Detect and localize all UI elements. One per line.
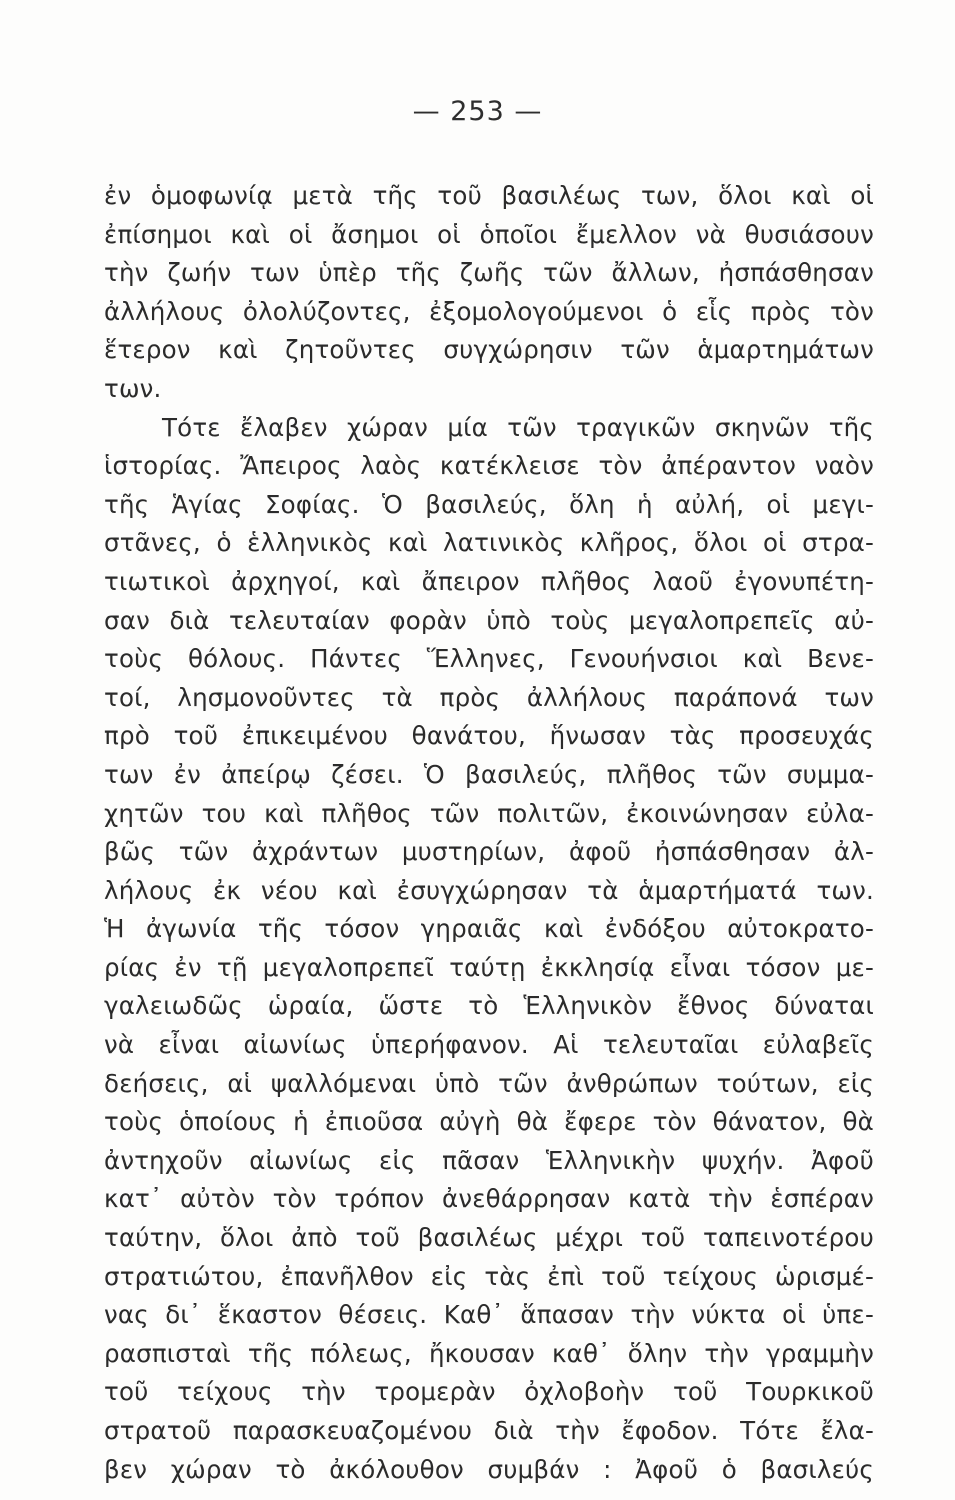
text-line: ρασπισταὶ τῆς πόλεως, ἤκουσαν καθ᾽ ὅλην τὴν γραμμὴν	[104, 1338, 874, 1368]
text-line: ἐπίσημοι καὶ οἱ ἄσημοι οἱ ὁποῖοι ἔμελλον νὰ θυσιάσουν	[104, 219, 874, 249]
text-line: στρατιώτου, ἐπανῆλθον εἰς τὰς ἐπὶ τοῦ τείχους ὡρισμέ-	[104, 1261, 874, 1291]
text-line: τιωτικοὶ ἀρχηγοί, καὶ ἄπειρον πλῆθος λαοῦ ἐγονυπέτη-	[104, 566, 874, 596]
text-line: στᾶνες, ὁ ἑλληνικὸς καὶ λατινικὸς κλῆρος, ὅλοι οἱ στρα-	[104, 528, 874, 558]
text-line: νὰ εἶναι αἰωνίως ὑπερήφανον. Αἱ τελευταῖαι εὐλαβεῖς	[104, 1030, 874, 1060]
text-line: ταύτην, ὅλοι ἀπὸ τοῦ βασιλέως μέχρι τοῦ ταπεινοτέρου	[104, 1223, 874, 1253]
body-text	[104, 177, 874, 1489]
text-line: τῆς Ἁγίας Σοφίας. Ὁ βασιλεύς, ὅλη ἡ αὐλή, οἱ μεγι-	[104, 489, 874, 519]
page-number: — 253 —	[412, 96, 543, 127]
text-line: τοὺς ὁποίους ἡ ἐπιοῦσα αὐγὴ θὰ ἔφερε τὸν θάνατον, θὰ	[104, 1107, 874, 1137]
text-line: νας δι᾽ ἕκαστον θέσεις. Καθ᾽ ἅπασαν τὴν νύκτα οἱ ὑπε-	[104, 1300, 874, 1330]
text-line: τὴν ζωήν των ὑπὲρ τῆς ζωῆς τῶν ἄλλων, ἠσπάσθησαν	[104, 258, 874, 288]
text-line: πρὸ τοῦ ἐπικειμένου θανάτου, ἥνωσαν τὰς προσευχάς	[104, 721, 874, 751]
text-line: τοῦ τείχους τὴν τρομερὰν ὀχλοβοὴν τοῦ Τουρκικοῦ	[104, 1377, 874, 1407]
text-line: Ἡ ἀγωνία τῆς τόσον γηραιᾶς καὶ ἐνδόξου αὐτοκρατο-	[104, 914, 874, 944]
text-line: λήλους ἐκ νέου καὶ ἐσυγχώρησαν τὰ ἁμαρτήματά των.	[104, 875, 874, 905]
text-line: ἱστορίας. Ἄπειρος λαὸς κατέκλεισε τὸν ἀπέραντον ναὸν	[104, 451, 874, 481]
text-line: Τότε ἔλαβεν χώραν μία τῶν τραγικῶν σκηνῶν τῆς	[162, 412, 874, 442]
text-line: τοὺς θόλους. Πάντες Ἕλληνες, Γενουήνσιοι καὶ Βενε-	[104, 644, 874, 674]
text-line: των.	[104, 373, 162, 403]
text-line: ἕτερον καὶ ζητοῦντες συγχώρησιν τῶν ἁμαρτημάτων	[104, 335, 874, 365]
text-line: χητῶν του καὶ πλῆθος τῶν πολιτῶν, ἐκοινώνησαν εὐλα-	[104, 798, 874, 828]
text-line: σαν διὰ τελευταίαν φορὰν ὑπὸ τοὺς μεγαλοπρεπεῖς αὐ-	[104, 605, 874, 635]
text-line: τοί, λησμονοῦντες τὰ πρὸς ἀλλήλους παράπονά των	[104, 682, 874, 712]
text-line: κατ᾽ αὐτὸν τὸν τρόπον ἀνεθάρρησαν κατὰ τὴν ἑσπέραν	[104, 1184, 874, 1214]
text-line: των ἐν ἀπείρῳ ζέσει. Ὁ βασιλεύς, πλῆθος τῶν συμμα-	[104, 759, 874, 789]
text-line: βεν χώραν τὸ ἀκόλουθον συμβάν : Ἀφοῦ ὁ βασιλεύς	[104, 1454, 874, 1484]
text-line: βῶς τῶν ἀχράντων μυστηρίων, ἀφοῦ ἠσπάσθησαν ἀλ-	[104, 837, 874, 867]
text-line: γαλειωδῶς ὡραία, ὥστε τὸ Ἑλληνικὸν ἔθνος δύναται	[104, 991, 874, 1021]
text-line: ἀντηχοῦν αἰωνίως εἰς πᾶσαν Ἑλληνικὴν ψυχήν. Ἀφοῦ	[104, 1145, 874, 1175]
text-line: ἀλλήλους ὀλολύζοντες, ἐξομολογούμενοι ὁ εἷς πρὸς τὸν	[104, 296, 874, 326]
text-line: ρίας ἐν τῇ μεγαλοπρεπεῖ ταύτῃ ἐκκλησίᾳ εἶναι τόσον με-	[104, 952, 874, 982]
text-line: ἐν ὁμοφωνίᾳ μετὰ τῆς τοῦ βασιλέως των, ὅλοι καὶ οἱ	[104, 181, 874, 210]
text-line: στρατοῦ παρασκευαζομένου διὰ τὴν ἔφοδον. Τότε ἔλα-	[104, 1416, 874, 1445]
text-line: δεήσεις, αἱ ψαλλόμεναι ὑπὸ τῶν ἀνθρώπων τούτων, εἰς	[104, 1068, 874, 1098]
